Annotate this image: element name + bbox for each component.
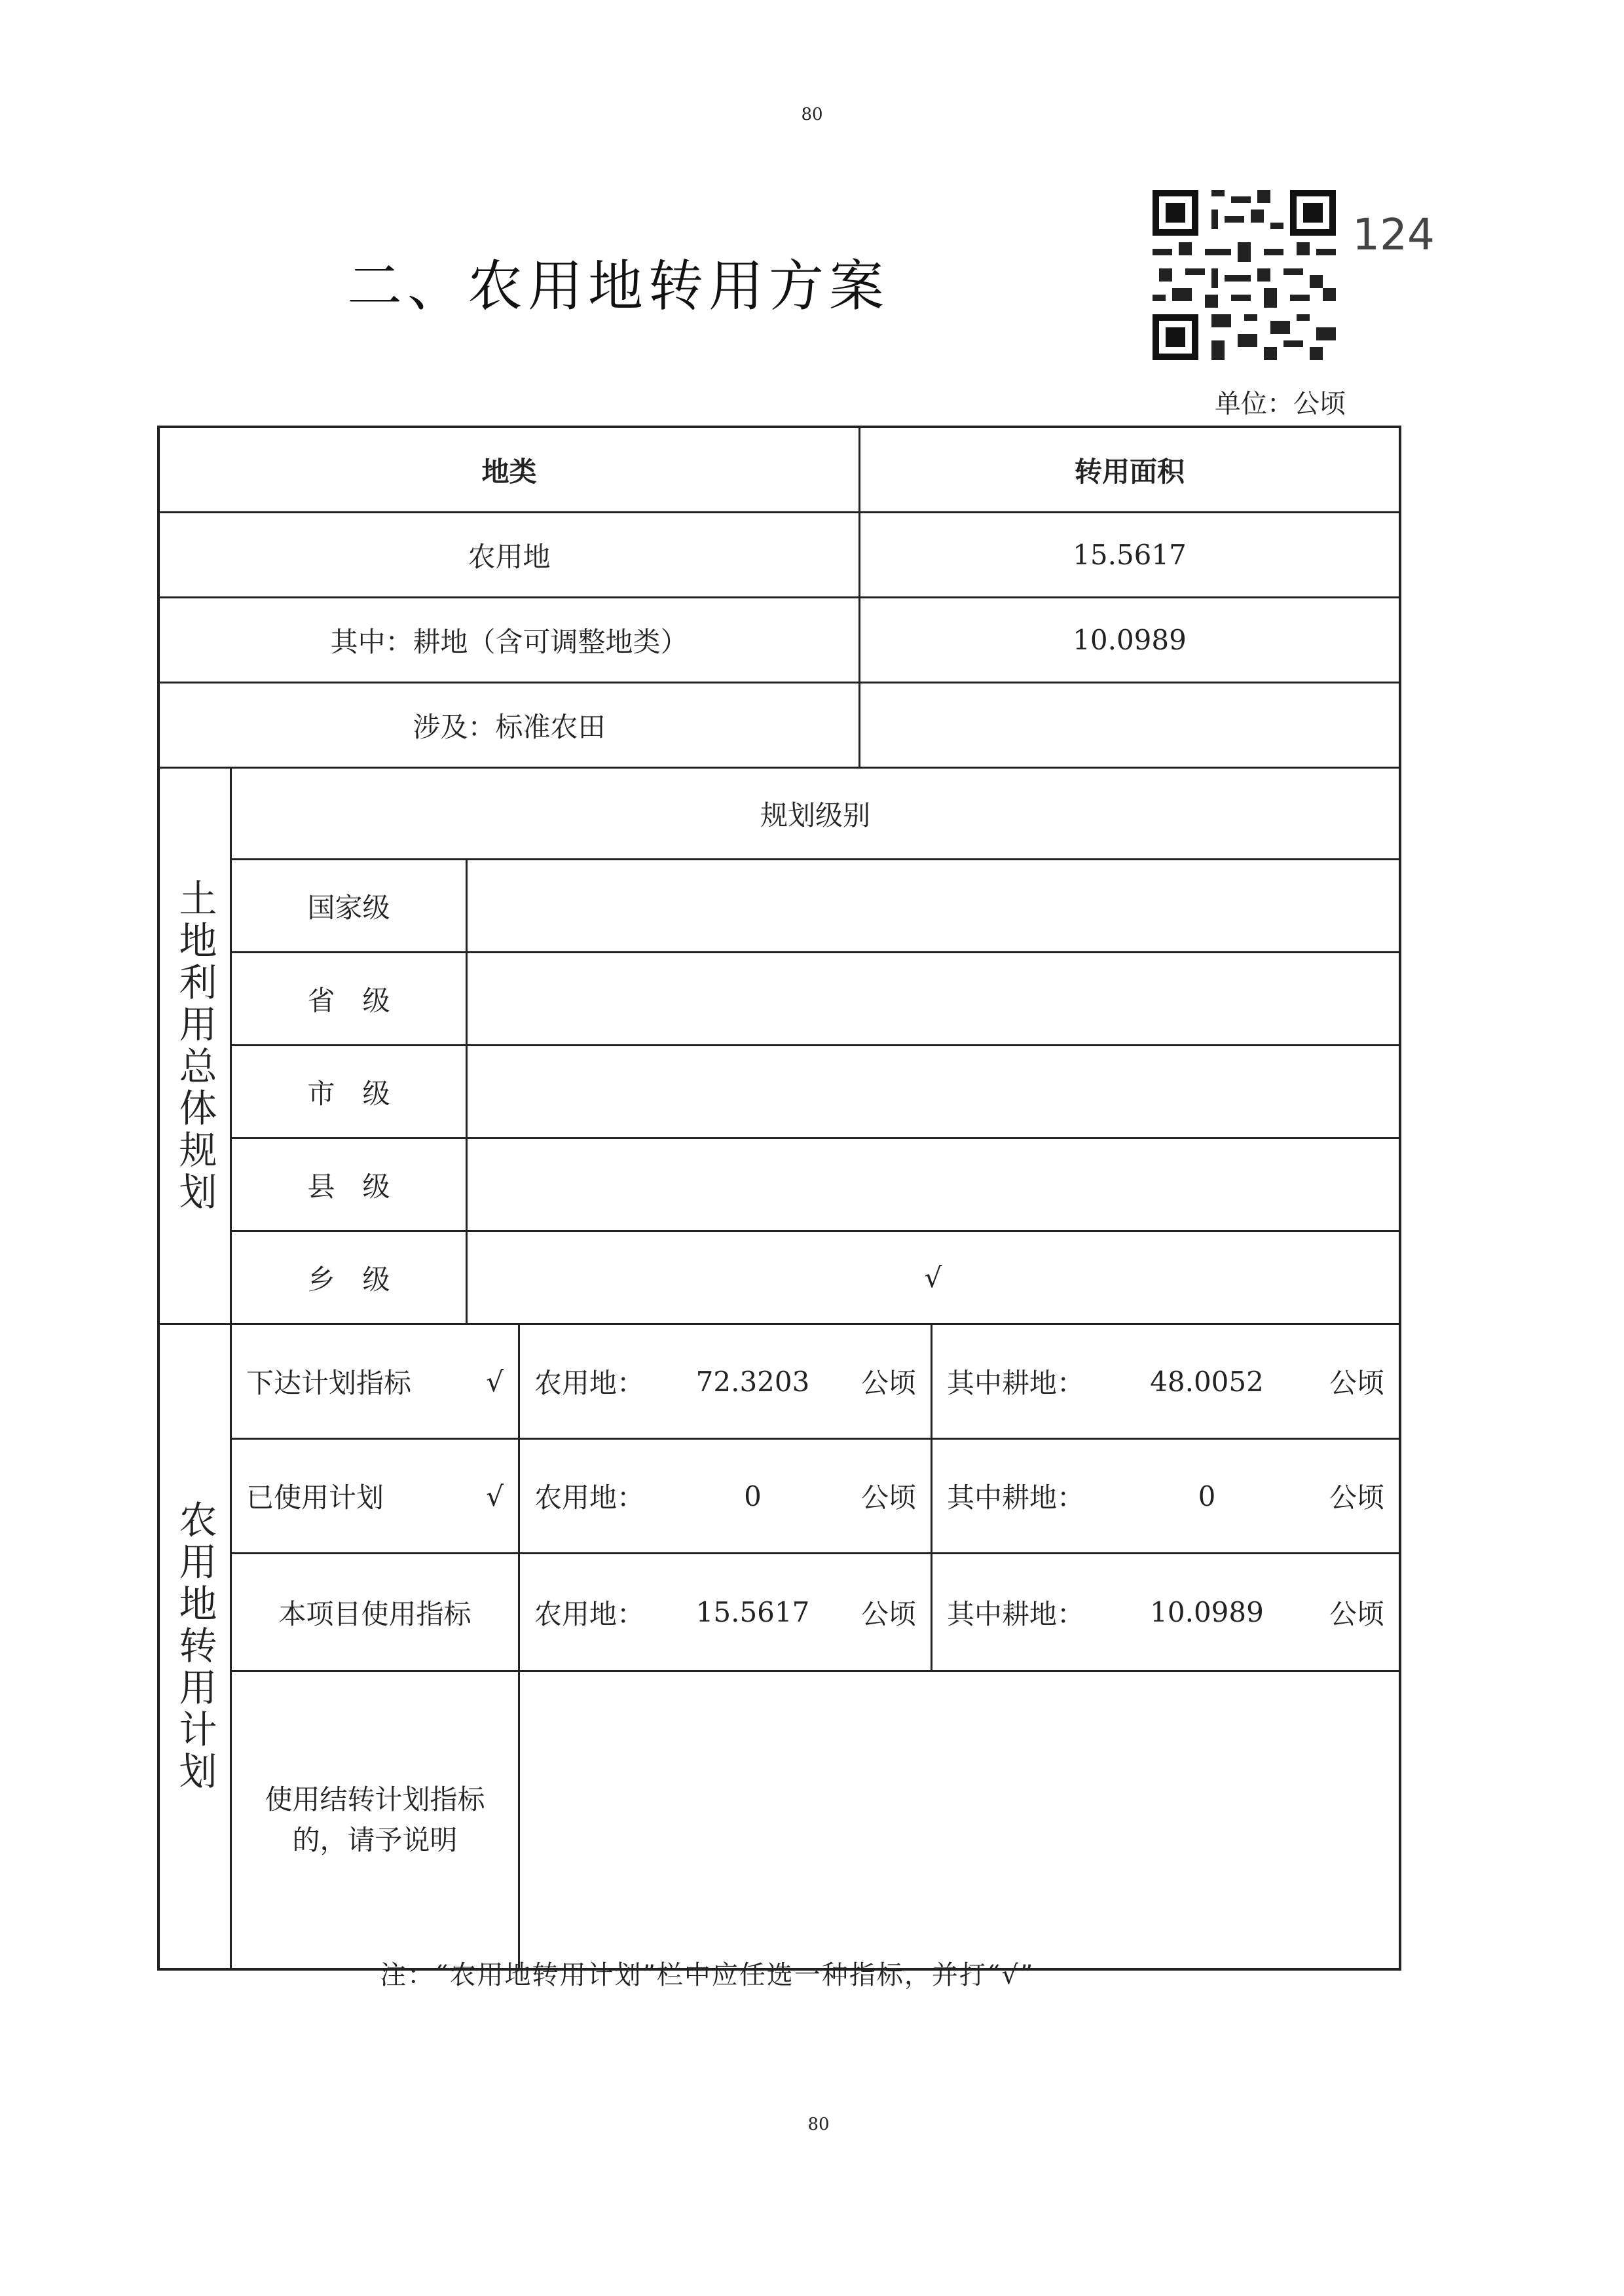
carryover-label-cell (232, 1672, 520, 1968)
planning-level-mark (468, 1046, 1399, 1139)
row-arable-value: 10.0989 (860, 598, 1399, 683)
arable-value: 48.0052 (1150, 1365, 1264, 1398)
farmland-label: 农用地： (534, 1482, 645, 1514)
header-land-type: 地类 (160, 428, 860, 513)
page-number-top: 80 (801, 105, 823, 124)
header-area: 转用面积 (860, 428, 1399, 513)
check-mark: √ (486, 1365, 504, 1398)
planning-level-label: 市 级 (232, 1046, 468, 1139)
farmland-value: 72.3203 (695, 1365, 810, 1398)
farmland-label: 农用地： (534, 1367, 645, 1399)
conversion-arable-cell (932, 1554, 1399, 1672)
qr-code-icon (1153, 190, 1336, 360)
conversion-arable-cell (932, 1440, 1399, 1554)
conversion-row-label-cell (232, 1440, 520, 1554)
row-standard-farmland-label: 涉及：标准农田 (160, 683, 860, 769)
arable-unit: 公顷 (1329, 1482, 1384, 1514)
farmland-value: 15.5617 (695, 1596, 810, 1628)
conversion-row-label: 已使用计划 (246, 1482, 384, 1514)
planning-side-label: 土地利用总体规划 (160, 769, 232, 1325)
conversion-row-label-cell (232, 1325, 520, 1440)
conversion-row-label: 本项目使用指标 (278, 1597, 471, 1630)
conversion-farmland-cell (520, 1440, 932, 1554)
row-standard-farmland-value (860, 683, 1399, 769)
arable-label: 其中耕地： (947, 1482, 1085, 1514)
planning-level-mark (468, 953, 1399, 1046)
footnote: 注：“农用地转用计划”栏中应任选一种指标，并打“√” (380, 1960, 1035, 1990)
conversion-farmland-cell (520, 1554, 932, 1672)
farmland-value: 0 (744, 1480, 762, 1512)
farmland-label: 农用地： (534, 1597, 645, 1630)
conversion-arable-cell (932, 1325, 1399, 1440)
conversion-row-label: 下达计划指标 (246, 1367, 412, 1399)
planning-level-label: 乡 级 (232, 1232, 468, 1325)
conversion-table (157, 426, 1401, 1971)
row-farmland-value: 15.5617 (860, 513, 1399, 598)
page-title: 二、农用地转用方案 (347, 254, 890, 318)
check-mark: √ (486, 1480, 504, 1512)
farmland-unit: 公顷 (860, 1597, 916, 1630)
arable-unit: 公顷 (1329, 1597, 1384, 1630)
unit-label: 单位：公顷 (1215, 389, 1346, 419)
row-arable-label: 其中：耕地（含可调整地类） (160, 598, 860, 683)
conversion-farmland-cell (520, 1325, 932, 1440)
row-farmland-label: 农用地 (160, 513, 860, 598)
planning-level-mark (468, 860, 1399, 953)
planning-level-label: 国家级 (232, 860, 468, 953)
arable-label: 其中耕地： (947, 1597, 1085, 1630)
planning-header: 规划级别 (232, 769, 1399, 860)
arable-value: 10.0989 (1150, 1596, 1264, 1628)
arable-label: 其中耕地： (947, 1367, 1085, 1399)
planning-level-label: 省 级 (232, 953, 468, 1046)
carryover-explanation (520, 1672, 1399, 1968)
arable-unit: 公顷 (1329, 1367, 1384, 1399)
farmland-unit: 公顷 (860, 1367, 916, 1399)
handwritten-number: 124 (1352, 210, 1435, 260)
planning-level-mark: √ (468, 1232, 1399, 1325)
conversion-side-label: 农用地转用计划 (160, 1325, 232, 1968)
farmland-unit: 公顷 (860, 1482, 916, 1514)
conversion-row-label-cell (232, 1554, 520, 1672)
carryover-label: 使用结转计划指标的，请予说明 (265, 1783, 485, 1856)
page-number-bottom: 80 (807, 2115, 830, 2134)
arable-value: 0 (1198, 1480, 1216, 1512)
planning-level-label: 县 级 (232, 1139, 468, 1232)
planning-level-mark (468, 1139, 1399, 1232)
